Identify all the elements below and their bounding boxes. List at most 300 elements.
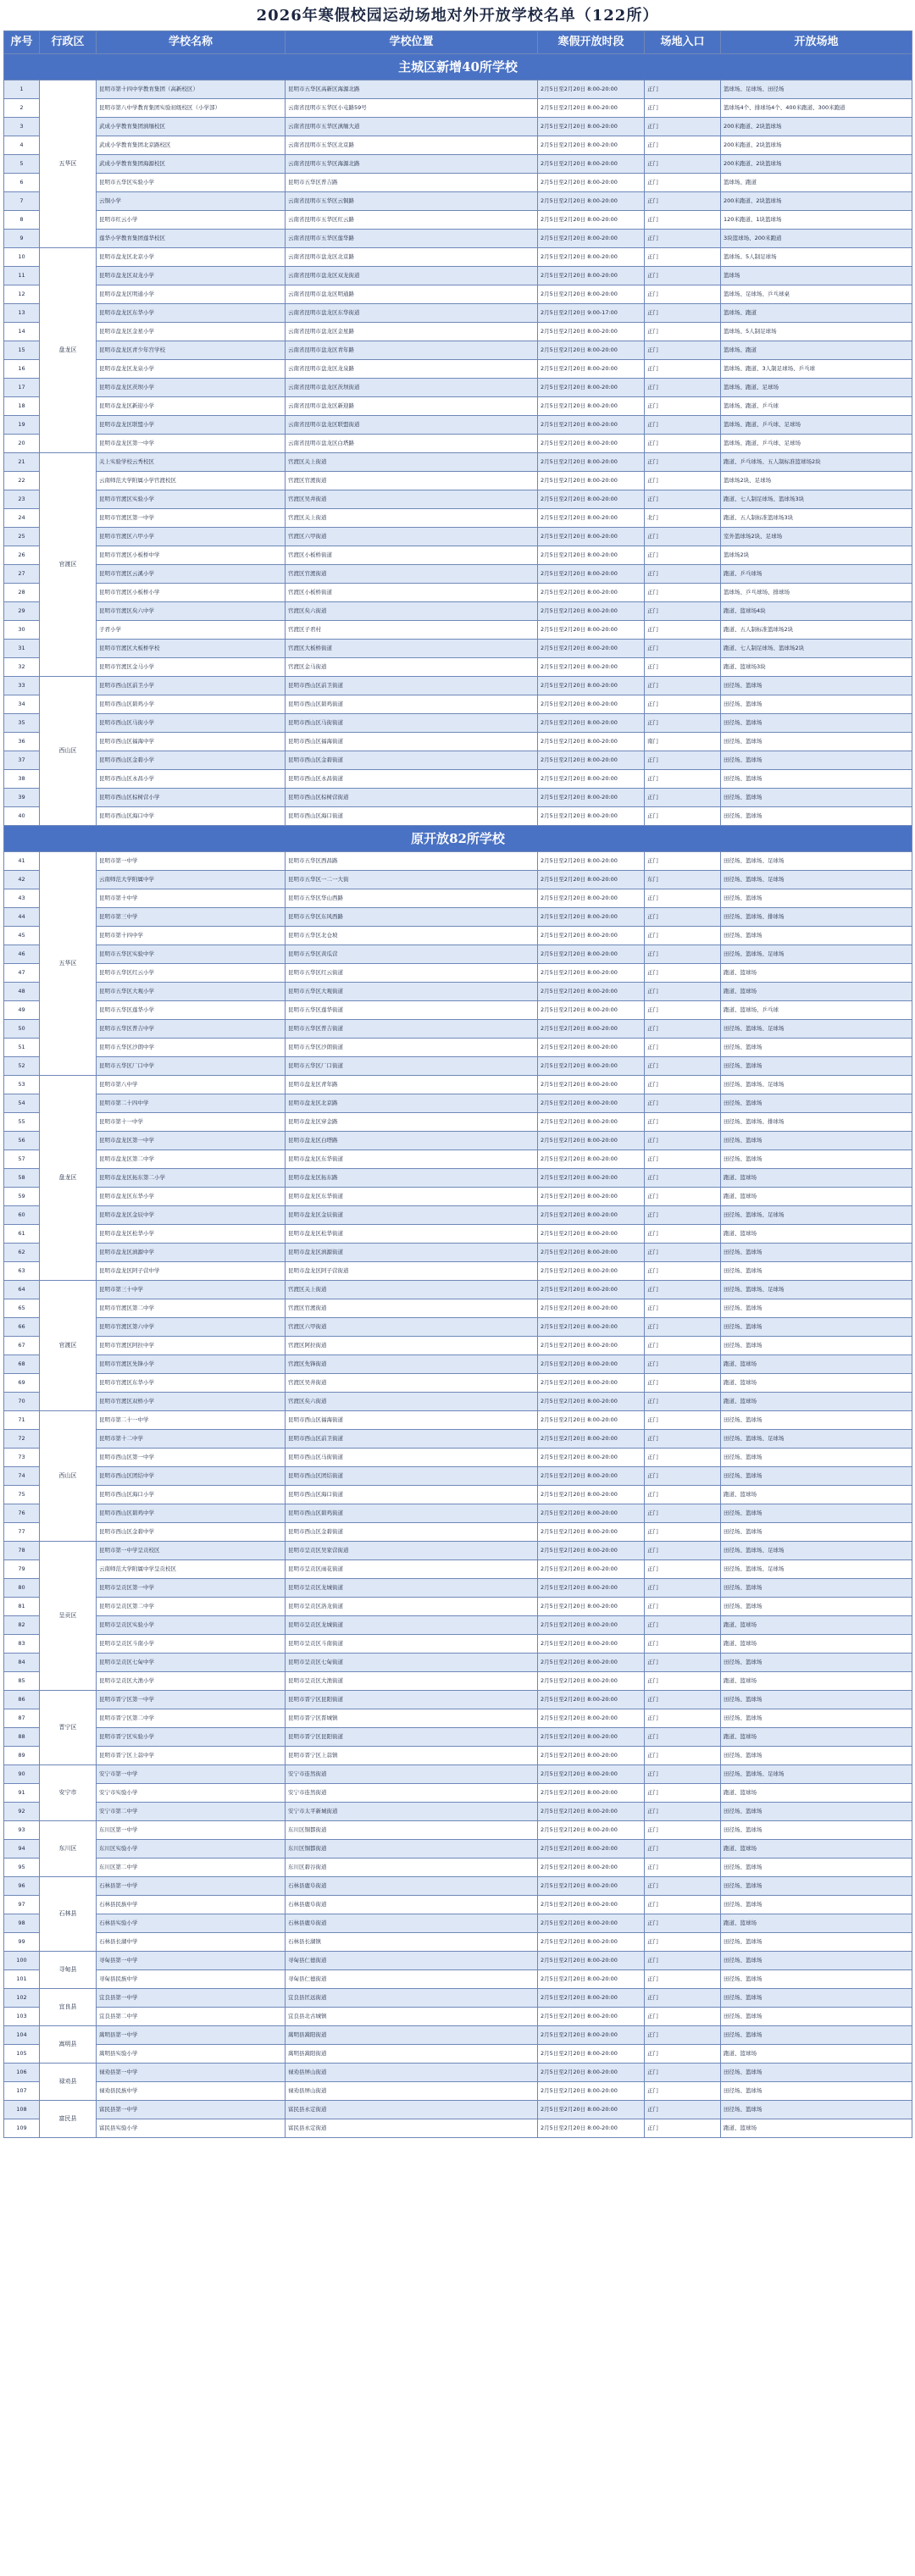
row-index: 70	[4, 1393, 40, 1411]
school-name-cell: 安宁市第一中学	[97, 1765, 286, 1784]
school-name-cell: 昆明市第十一中学	[97, 1113, 286, 1132]
open-time-cell: 2月5日至2月20日 8:00-20:00	[538, 174, 645, 192]
address-cell: 昆明市五华区大观街道	[286, 983, 538, 1001]
venue-cell: 跑道、篮球场	[721, 1374, 912, 1393]
entrance-cell: 正门	[645, 248, 721, 267]
entrance-cell: 正门	[645, 908, 721, 927]
open-time-cell: 2月5日至2月20日 8:00-20:00	[538, 871, 645, 889]
row-index: 68	[4, 1355, 40, 1374]
school-name-cell: 昆明市官渡区云溪小学	[97, 565, 286, 584]
venue-cell: 跑道、篮球场4块	[721, 602, 912, 621]
address-cell: 官渡区大板桥街道	[286, 640, 538, 658]
entrance-cell: 正门	[645, 99, 721, 118]
venue-cell: 田径场、篮球场	[721, 2064, 912, 2082]
venue-cell: 田径场、篮球场	[721, 770, 912, 789]
row-index: 32	[4, 658, 40, 677]
address-cell: 昆明市盘龙区金辰街道	[286, 1206, 538, 1225]
row-index: 14	[4, 323, 40, 341]
open-time-cell: 2月5日至2月20日 8:00-20:00	[538, 658, 645, 677]
open-time-cell: 2月5日至2月20日 8:00-20:00	[538, 1598, 645, 1616]
address-cell: 昆明市西山区金碧街道	[286, 1523, 538, 1542]
table-row	[4, 379, 912, 397]
row-index: 65	[4, 1299, 40, 1318]
school-name-cell: 昆明市晋宁区第二中学	[97, 1709, 286, 1728]
entrance-cell: 正门	[645, 341, 721, 360]
address-cell: 昆明市盘龙区松华街道	[286, 1225, 538, 1244]
address-cell: 东川区铜都街道	[286, 1840, 538, 1859]
venue-cell: 篮球场、跑道	[721, 174, 912, 192]
school-name-cell: 昆明市呈贡区大渔小学	[97, 1672, 286, 1691]
row-index: 24	[4, 509, 40, 528]
school-name-cell: 宜良县第一中学	[97, 1989, 286, 2008]
district-cell: 五华区	[40, 852, 97, 1076]
address-cell: 昆明市晋宁区晋城镇	[286, 1709, 538, 1728]
row-index: 91	[4, 1784, 40, 1803]
school-name-cell: 昆明市官渡区先锋小学	[97, 1355, 286, 1374]
open-time-cell: 2月5日至2月20日 8:00-20:00	[538, 2045, 645, 2064]
address-cell: 云南省昆明市五华区滇缅大道	[286, 118, 538, 136]
school-name-cell: 昆明市官渡区实验小学	[97, 490, 286, 509]
address-cell: 昆明市五华区北仓坡	[286, 927, 538, 945]
row-index: 78	[4, 1542, 40, 1560]
entrance-cell: 正门	[645, 1262, 721, 1281]
open-time-cell: 2月5日至2月20日 8:00-20:00	[538, 416, 645, 435]
school-name-cell: 昆明市西山区前卫小学	[97, 677, 286, 695]
address-cell: 昆明市五华区西昌路	[286, 852, 538, 871]
row-index: 95	[4, 1859, 40, 1877]
table-row	[4, 118, 912, 136]
venue-cell: 田径场、篮球场	[721, 1132, 912, 1150]
table-row	[4, 1654, 912, 1672]
table-row	[4, 871, 912, 889]
column-header: 学校位置	[286, 31, 538, 54]
entrance-cell: 正门	[645, 1150, 721, 1169]
entrance-cell: 正门	[645, 546, 721, 565]
school-name-cell: 云南师范大学附属中学呈贡校区	[97, 1560, 286, 1579]
document	[3, 2, 912, 2138]
venue-cell: 篮球场2块	[721, 546, 912, 565]
school-name-cell: 昆明市盘龙区金星小学	[97, 323, 286, 341]
entrance-cell: 正门	[645, 1430, 721, 1449]
entrance-cell: 正门	[645, 1784, 721, 1803]
row-index: 21	[4, 453, 40, 472]
open-time-cell: 2月5日至2月20日 8:00-20:00	[538, 1859, 645, 1877]
venue-cell: 跑道、五人制标准篮球场2块	[721, 621, 912, 640]
venue-cell: 跑道、乒乓球场、五人制标准篮球场2块	[721, 453, 912, 472]
entrance-cell: 正门	[645, 789, 721, 807]
table-row	[4, 397, 912, 416]
entrance-cell: 正门	[645, 1039, 721, 1057]
venue-cell: 篮球场、5人制足球场	[721, 248, 912, 267]
table-header-row	[4, 31, 912, 54]
school-name-cell: 昆明市西山区福海中学	[97, 733, 286, 751]
venue-cell: 田径场、篮球场、足球场	[721, 852, 912, 871]
venue-cell: 跑道、篮球场	[721, 1616, 912, 1635]
table-row	[4, 1840, 912, 1859]
entrance-cell: 正门	[645, 472, 721, 490]
table-row	[4, 658, 912, 677]
row-index: 100	[4, 1952, 40, 1970]
table-row	[4, 1244, 912, 1262]
address-cell: 昆明市晋宁区上蒜镇	[286, 1747, 538, 1765]
open-time-cell: 2月5日至2月20日 8:00-20:00	[538, 1654, 645, 1672]
table-row	[4, 695, 912, 714]
school-name-cell: 石林县长湖中学	[97, 1933, 286, 1952]
entrance-cell: 正门	[645, 640, 721, 658]
school-name-cell: 昆明市官渡区小板桥小学	[97, 584, 286, 602]
entrance-cell: 正门	[645, 304, 721, 323]
address-cell: 昆明市西山区团结街道	[286, 1467, 538, 1486]
venue-cell: 田径场、篮球场	[721, 1821, 912, 1840]
address-cell: 石林县长湖镇	[286, 1933, 538, 1952]
table-row	[4, 807, 912, 826]
row-index: 82	[4, 1616, 40, 1635]
address-cell: 官渡区吴井街道	[286, 1374, 538, 1393]
entrance-cell: 正门	[645, 1803, 721, 1821]
school-name-cell: 昆明市西山区海口小学	[97, 1486, 286, 1504]
school-name-cell: 昆明市第二十四中学	[97, 1094, 286, 1113]
address-cell: 昆明市盘龙区阿子营街道	[286, 1262, 538, 1281]
venue-cell: 篮球场、跑道	[721, 304, 912, 323]
open-time-cell: 2月5日至2月20日 8:00-20:00	[538, 1486, 645, 1504]
entrance-cell: 正门	[645, 1970, 721, 1989]
venue-cell: 田径场、篮球场	[721, 1337, 912, 1355]
open-time-cell: 2月5日至2月20日 8:00-20:00	[538, 2119, 645, 2138]
address-cell: 昆明市晋宁区昆阳街道	[286, 1728, 538, 1747]
table-row	[4, 1970, 912, 1989]
school-name-cell: 昆明市第十四中学教育集团（高新校区）	[97, 80, 286, 99]
address-cell: 石林县鹿阜街道	[286, 1877, 538, 1896]
address-cell: 宜良县北古城镇	[286, 2008, 538, 2026]
entrance-cell: 正门	[645, 136, 721, 155]
row-index: 8	[4, 211, 40, 230]
open-time-cell: 2月5日至2月20日 8:00-20:00	[538, 267, 645, 285]
table-row	[4, 1486, 912, 1504]
address-cell: 昆明市呈贡区龙城街道	[286, 1616, 538, 1635]
table-row	[4, 677, 912, 695]
school-name-cell: 昆明市盘龙区第二中学	[97, 1150, 286, 1169]
venue-cell: 田径场、篮球场	[721, 1970, 912, 1989]
row-index: 87	[4, 1709, 40, 1728]
table-row	[4, 2119, 912, 2138]
open-time-cell: 2月5日至2月20日 8:00-20:00	[538, 807, 645, 826]
open-time-cell: 2月5日至2月20日 8:00-20:00	[538, 852, 645, 871]
school-name-cell: 昆明市五华区实验小学	[97, 174, 286, 192]
entrance-cell: 正门	[645, 1393, 721, 1411]
school-name-cell: 昆明市五华区莲华小学	[97, 1001, 286, 1020]
table-row	[4, 1709, 912, 1728]
table-row	[4, 1001, 912, 1020]
address-cell: 云南省昆明市盘龙区白塔路	[286, 435, 538, 453]
venue-cell: 田径场、篮球场	[721, 1057, 912, 1076]
school-name-cell: 云铜小学	[97, 192, 286, 211]
entrance-cell: 正门	[645, 1635, 721, 1654]
school-name-cell: 昆明市盘龙区阿子营中学	[97, 1262, 286, 1281]
table-row	[4, 714, 912, 733]
school-name-cell: 昆明市五华区红云小学	[97, 964, 286, 983]
row-index: 67	[4, 1337, 40, 1355]
table-row	[4, 927, 912, 945]
address-cell: 昆明市盘龙区滇源街道	[286, 1244, 538, 1262]
school-name-cell: 昆明市五华区普吉中学	[97, 1020, 286, 1039]
row-index: 31	[4, 640, 40, 658]
open-time-cell: 2月5日至2月20日 8:00-20:00	[538, 1150, 645, 1169]
open-time-cell: 2月5日至2月20日 8:00-20:00	[538, 1225, 645, 1244]
entrance-cell: 正门	[645, 2008, 721, 2026]
open-time-cell: 2月5日至2月20日 8:00-20:00	[538, 1504, 645, 1523]
entrance-cell: 正门	[645, 1113, 721, 1132]
entrance-cell: 正门	[645, 1709, 721, 1728]
table-row	[4, 983, 912, 1001]
venue-cell: 跑道、五人制标准篮球场3块	[721, 509, 912, 528]
address-cell: 官渡区金马街道	[286, 658, 538, 677]
venue-cell: 篮球场、跑道、乒乓球、足球场	[721, 416, 912, 435]
school-name-cell: 昆明市官渡区双桥小学	[97, 1393, 286, 1411]
school-name-cell: 昆明市第八中学	[97, 1076, 286, 1094]
open-time-cell: 2月5日至2月20日 8:00-20:00	[538, 1094, 645, 1113]
table-row	[4, 1784, 912, 1803]
table-row	[4, 341, 912, 360]
entrance-cell: 正门	[645, 1821, 721, 1840]
venue-cell: 跑道、篮球场	[721, 1672, 912, 1691]
table-row	[4, 1355, 912, 1374]
school-name-cell: 莲华小学教育集团莲华校区	[97, 230, 286, 248]
entrance-cell: 正门	[645, 80, 721, 99]
venue-cell: 200米跑道、2块篮球场	[721, 192, 912, 211]
address-cell: 嵩明县嵩阳街道	[286, 2045, 538, 2064]
district-cell: 西山区	[40, 1411, 97, 1542]
table-row	[4, 1132, 912, 1150]
school-name-cell: 昆明市西山区棕树营小学	[97, 789, 286, 807]
row-index: 102	[4, 1989, 40, 2008]
school-name-cell: 昆明市西山区永昌小学	[97, 770, 286, 789]
row-index: 60	[4, 1206, 40, 1225]
school-name-cell: 昆明市五华区厂口中学	[97, 1057, 286, 1076]
table-row	[4, 1374, 912, 1393]
table-row	[4, 1765, 912, 1784]
school-name-cell: 昆明市第一中学	[97, 852, 286, 871]
district-cell: 嵩明县	[40, 2026, 97, 2064]
row-index: 76	[4, 1504, 40, 1523]
open-time-cell: 2月5日至2月20日 8:00-20:00	[538, 1877, 645, 1896]
section-header-row	[4, 54, 912, 80]
address-cell: 官渡区关上街道	[286, 1281, 538, 1299]
school-name-cell: 昆明市呈贡区第二中学	[97, 1598, 286, 1616]
address-cell: 东川区铜都街道	[286, 1821, 538, 1840]
row-index: 50	[4, 1020, 40, 1039]
school-name-cell: 宜良县第二中学	[97, 2008, 286, 2026]
address-cell: 云南省昆明市盘龙区龙泉路	[286, 360, 538, 379]
school-name-cell: 寻甸县民族中学	[97, 1970, 286, 1989]
open-time-cell: 2月5日至2月20日 8:00-20:00	[538, 889, 645, 908]
venue-cell: 田径场、篮球场	[721, 2101, 912, 2119]
open-time-cell: 2月5日至2月20日 8:00-20:00	[538, 1523, 645, 1542]
table-row	[4, 1430, 912, 1449]
entrance-cell: 正门	[645, 2045, 721, 2064]
school-name-cell: 昆明市官渡区第一中学	[97, 509, 286, 528]
entrance-cell: 正门	[645, 2064, 721, 2082]
address-cell: 昆明市西山区马街街道	[286, 714, 538, 733]
row-index: 106	[4, 2064, 40, 2082]
column-header: 开放场地	[721, 31, 912, 54]
open-time-cell: 2月5日至2月20日 8:00-20:00	[538, 360, 645, 379]
table-row	[4, 1169, 912, 1188]
open-time-cell: 2月5日至2月20日 8:00-20:00	[538, 789, 645, 807]
open-time-cell: 2月5日至2月20日 8:00-20:00	[538, 1635, 645, 1654]
open-time-cell: 2月5日至2月20日 8:00-20:00	[538, 1728, 645, 1747]
address-cell: 安宁市太平新城街道	[286, 1803, 538, 1821]
venue-cell: 篮球场、跑道、乒乓球、足球场	[721, 435, 912, 453]
school-name-cell: 昆明市西山区团结中学	[97, 1467, 286, 1486]
open-time-cell: 2月5日至2月20日 8:00-20:00	[538, 945, 645, 964]
table-row	[4, 453, 912, 472]
district-cell: 西山区	[40, 677, 97, 826]
address-cell: 云南省昆明市盘龙区北京路	[286, 248, 538, 267]
row-index: 77	[4, 1523, 40, 1542]
district-cell: 东川区	[40, 1821, 97, 1877]
address-cell: 昆明市五华区普吉街道	[286, 1020, 538, 1039]
school-name-cell: 昆明市西山区金碧中学	[97, 1523, 286, 1542]
address-cell: 昆明市西山区福海街道	[286, 1411, 538, 1430]
open-time-cell: 2月5日至2月20日 8:00-20:00	[538, 1039, 645, 1057]
entrance-cell: 北门	[645, 509, 721, 528]
address-cell: 昆明市盘龙区东华街道	[286, 1150, 538, 1169]
entrance-cell: 正门	[645, 677, 721, 695]
open-time-cell: 2月5日至2月20日 8:00-20:00	[538, 770, 645, 789]
column-header: 序号	[4, 31, 40, 54]
school-name-cell: 昆明市第三十中学	[97, 1281, 286, 1299]
address-cell: 云南省昆明市盘龙区青年路	[286, 341, 538, 360]
address-cell: 昆明市呈贡区雨花街道	[286, 1560, 538, 1579]
venue-cell: 田径场、篮球场、足球场	[721, 945, 912, 964]
table-row	[4, 852, 912, 871]
entrance-cell: 正门	[645, 1654, 721, 1672]
table-row	[4, 416, 912, 435]
table-row	[4, 1206, 912, 1225]
table-row	[4, 360, 912, 379]
open-time-cell: 2月5日至2月20日 8:00-20:00	[538, 490, 645, 509]
venue-cell: 篮球场、足球场、乒乓球桌	[721, 285, 912, 304]
table-row	[4, 1411, 912, 1430]
table-row	[4, 211, 912, 230]
column-header: 行政区	[40, 31, 97, 54]
table-row	[4, 248, 912, 267]
entrance-cell: 正门	[645, 1560, 721, 1579]
address-cell: 富民县永定街道	[286, 2119, 538, 2138]
table-row	[4, 1449, 912, 1467]
row-index: 75	[4, 1486, 40, 1504]
table-row	[4, 565, 912, 584]
venue-cell: 篮球场、足球场、田径场	[721, 80, 912, 99]
district-cell: 晋宁区	[40, 1691, 97, 1765]
open-time-cell: 2月5日至2月20日 8:00-20:00	[538, 1467, 645, 1486]
school-name-cell: 富民县实验小学	[97, 2119, 286, 2138]
school-name-cell: 石林县民族中学	[97, 1896, 286, 1914]
open-time-cell: 2月5日至2月20日 8:00-20:00	[538, 1299, 645, 1318]
table-row	[4, 1933, 912, 1952]
address-cell: 昆明市晋宁区昆阳街道	[286, 1691, 538, 1709]
open-time-cell: 2月5日至2月20日 8:00-20:00	[538, 397, 645, 416]
entrance-cell: 正门	[645, 1579, 721, 1598]
school-name-cell: 昆明市盘龙区松华小学	[97, 1225, 286, 1244]
table-row	[4, 174, 912, 192]
entrance-cell: 正门	[645, 211, 721, 230]
table-row	[4, 509, 912, 528]
entrance-cell: 正门	[645, 1486, 721, 1504]
school-name-cell: 石林县第一中学	[97, 1877, 286, 1896]
address-cell: 昆明市五华区普吉路	[286, 174, 538, 192]
column-header: 学校名称	[97, 31, 286, 54]
open-time-cell: 2月5日至2月20日 8:00-20:00	[538, 379, 645, 397]
table-row	[4, 304, 912, 323]
row-index: 49	[4, 1001, 40, 1020]
entrance-cell: 正门	[645, 1933, 721, 1952]
row-index: 58	[4, 1169, 40, 1188]
open-time-cell: 2月5日至2月20日 8:00-20:00	[538, 285, 645, 304]
entrance-cell: 正门	[645, 1225, 721, 1244]
school-name-cell: 禄劝县第一中学	[97, 2064, 286, 2082]
address-cell: 官渡区矣六街道	[286, 602, 538, 621]
school-name-cell: 昆明市第二十一中学	[97, 1411, 286, 1430]
open-time-cell: 2月5日至2月20日 8:00-20:00	[538, 1430, 645, 1449]
row-index: 5	[4, 155, 40, 174]
school-name-cell: 昆明市第三中学	[97, 908, 286, 927]
venue-cell: 田径场、篮球场	[721, 927, 912, 945]
column-header: 场地入口	[645, 31, 721, 54]
page-title: 2026年寒假校园运动场地对外开放学校名单（122所）	[256, 7, 659, 25]
open-time-cell: 2月5日至2月20日 8:00-20:00	[538, 528, 645, 546]
address-cell: 昆明市盘龙区白塔路	[286, 1132, 538, 1150]
open-time-cell: 2月5日至2月20日 8:00-20:00	[538, 1057, 645, 1076]
row-index: 34	[4, 695, 40, 714]
table-row	[4, 1598, 912, 1616]
school-name-cell: 昆明市盘龙区东华小学	[97, 1188, 286, 1206]
school-name-cell: 昆明市五华区沙朗中学	[97, 1039, 286, 1057]
entrance-cell: 正门	[645, 1896, 721, 1914]
venue-cell: 篮球场、乒乓球场、排球场	[721, 584, 912, 602]
entrance-cell: 正门	[645, 1318, 721, 1337]
school-name-cell: 昆明市呈贡区实验小学	[97, 1616, 286, 1635]
venue-cell: 篮球场2块、足球场	[721, 472, 912, 490]
school-name-cell: 昆明市盘龙区第一中学	[97, 435, 286, 453]
venue-cell: 田径场、篮球场	[721, 714, 912, 733]
address-cell: 官渡区关上街道	[286, 453, 538, 472]
open-time-cell: 2月5日至2月20日 8:00-20:00	[538, 602, 645, 621]
entrance-cell: 正门	[645, 1244, 721, 1262]
entrance-cell: 正门	[645, 453, 721, 472]
school-name-cell: 昆明市西山区马街小学	[97, 714, 286, 733]
row-index: 86	[4, 1691, 40, 1709]
entrance-cell: 正门	[645, 1691, 721, 1709]
row-index: 72	[4, 1430, 40, 1449]
table-row	[4, 770, 912, 789]
address-cell: 云南省昆明市五华区海源北路	[286, 155, 538, 174]
address-cell: 昆明市西山区棕树营街道	[286, 789, 538, 807]
open-time-cell: 2月5日至2月20日 8:00-20:00	[538, 584, 645, 602]
entrance-cell: 正门	[645, 1169, 721, 1188]
open-time-cell: 2月5日至2月20日 8:00-20:00	[538, 1616, 645, 1635]
column-header: 寒假开放时段	[538, 31, 645, 54]
venue-cell: 田径场、篮球场	[721, 1598, 912, 1616]
entrance-cell: 正门	[645, 1299, 721, 1318]
address-cell: 寻甸县仁德街道	[286, 1952, 538, 1970]
table-row	[4, 1952, 912, 1970]
district-cell: 官渡区	[40, 453, 97, 677]
school-name-cell: 昆明市第十二中学	[97, 1430, 286, 1449]
table-row	[4, 1914, 912, 1933]
venue-cell: 田径场、篮球场	[721, 1989, 912, 2008]
open-time-cell: 2月5日至2月20日 8:00-20:00	[538, 1076, 645, 1094]
